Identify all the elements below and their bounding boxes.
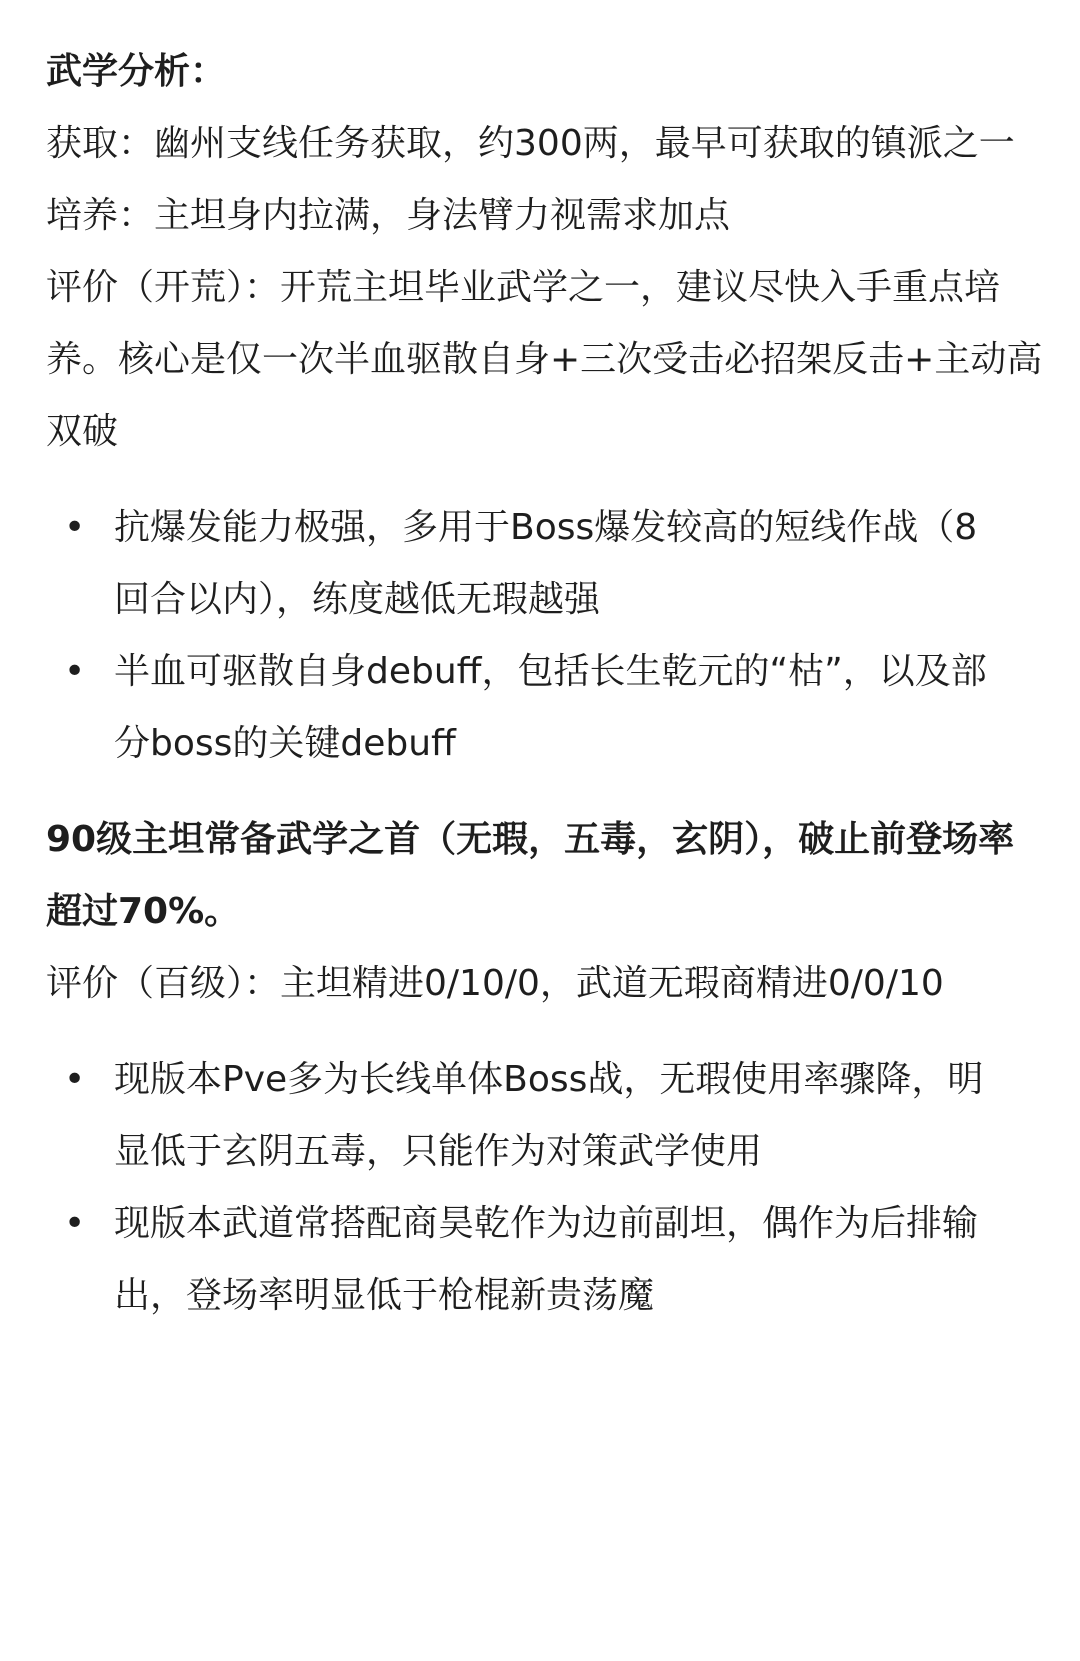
list-item-text: 现版本Pve多为长线单体Boss战，无瑕使用率骤降，明显低于玄阴五毒，只能作为对策武学使用 <box>114 1059 984 1172</box>
train-label: 培养： <box>46 195 155 236</box>
review-label: 评价（开荒）： <box>46 267 281 308</box>
acquire-line <box>46 108 1046 180</box>
article-content <box>46 36 1046 1332</box>
list-item <box>46 1044 994 1188</box>
list-item-text: 抗爆发能力极强，多用于Boss爆发较高的短线作战（8回合以内），练度越低无瑕越强 <box>114 507 978 620</box>
acquire-value: 幽州支线任务获取，约300两，最早可获取的镇派之一 <box>154 123 1015 164</box>
bullet-icon: • <box>64 1059 86 1100</box>
list-item-text: 现版本武道常搭配商昊乾作为边前副坦，偶作为后排输出，登场率明显低于枪棍新贵荡魔 <box>114 1203 979 1316</box>
bullet-list <box>46 1044 1046 1332</box>
train-line <box>46 180 1046 252</box>
list-item-text: 半血可驱散自身debuff，包括长生乾元的“枯”，以及部分boss的关键debuff <box>114 651 987 764</box>
acquire-label: 获取： <box>46 123 155 164</box>
list-item <box>46 492 994 636</box>
list-item <box>46 636 994 780</box>
review-line <box>46 252 1046 468</box>
bullet-icon: • <box>64 651 86 692</box>
bullet-icon: • <box>64 1203 86 1244</box>
section-heading: 90级主坦常备武学之首（无瑕，五毒，玄阴），破止前登场率超过70%。 <box>46 819 1015 932</box>
review-label: 评价（百级）： <box>46 963 281 1004</box>
train-value: 主坦身内拉满，身法臂力视需求加点 <box>154 195 731 236</box>
review-value: 主坦精进0/10/0，武道无瑕商精进0/0/10 <box>280 963 944 1004</box>
review-value: 开荒主坦毕业武学之一，建议尽快入手重点培养。核心是仅一次半血驱散自身+三次受击必招架反击+主动高双破 <box>46 267 1043 452</box>
list-item <box>46 1188 994 1332</box>
review-line <box>46 948 1046 1020</box>
bullet-list <box>46 492 1046 780</box>
bullet-icon: • <box>64 507 86 548</box>
section-heading: 武学分析： <box>46 51 227 92</box>
